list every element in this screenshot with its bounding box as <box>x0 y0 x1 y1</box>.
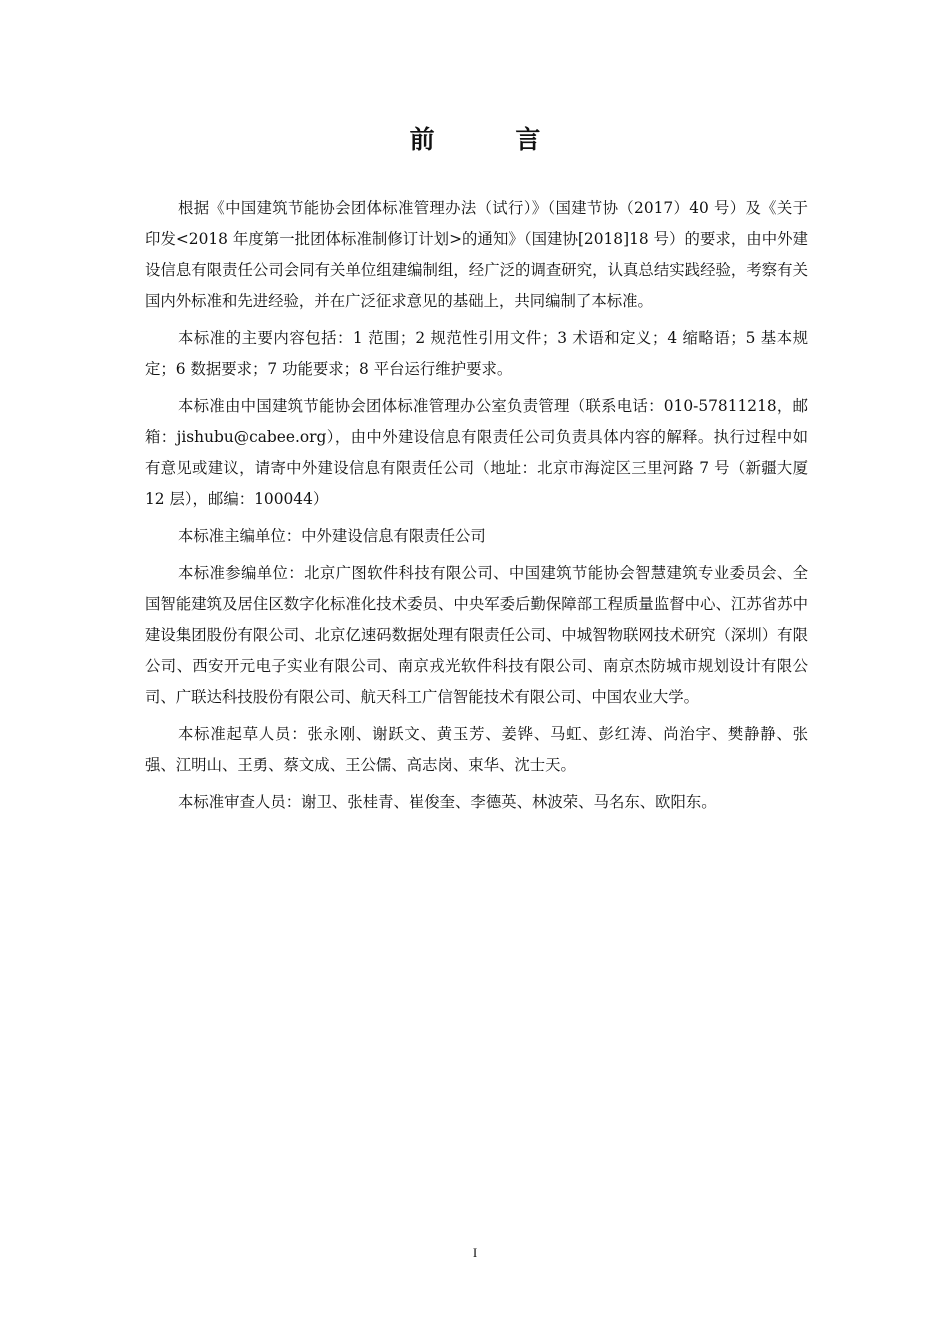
paragraph-participating-units: 本标准参编单位：北京广图软件科技有限公司、中国建筑节能协会智慧建筑专业委员会、全国智能建筑及居住区数字化标准化技术委员、中央军委后勤保障部工程质量监督中心、江苏省苏中建设集团股份有限公司、北京亿速码数据处理有限责任公司、中城智物联网技术研究（深圳）有限公司、西安开元电子实业有限公司、南京戎光软件科技有限公司、南京杰防城市规划设计有限公司、广联达科技股份有限公司、航天科工广信智能技术有限公司、中国农业大学。 <box>145 564 808 706</box>
page-number: I <box>472 1245 478 1260</box>
page-title: 前 言 <box>409 125 577 154</box>
document-body <box>145 193 808 824</box>
paragraph-reviewers: 本标准审查人员：谢卫、张桂青、崔俊奎、李德英、林波荣、马名东、欧阳东。 <box>178 793 717 811</box>
paragraph-chief-editor-unit: 本标准主编单位：中外建设信息有限责任公司 <box>178 527 486 545</box>
paragraph-basis: 根据《中国建筑节能协会团体标准管理办法（试行）》（国建节协（2017）40 号）及《关于印发<2018 年度第一批团体标准制修订计划>的通知》（国建协[2018]18 号）的要求，由中外建设信息有限责任公司会同有关单位组建编制组，经广泛的调查研究，认真总结实践经验，考察有关国内外标准和先进经验，并在广泛征求意见的基础上，共同编制了本标准。 <box>145 199 808 310</box>
paragraph-main-contents: 本标准的主要内容包括：1 范围；2 规范性引用文件；3 术语和定义；4 缩略语；5 基本规定；6 数据要求；7 功能要求；8 平台运行维护要求。 <box>145 329 808 378</box>
paragraph-management-contact: 本标准由中国建筑节能协会团体标准管理办公室负责管理（联系电话：010-57811218，邮箱：jishubu@cabee.org），由中外建设信息有限责任公司负责具体内容的解释。执行过程中如有意见或建议，请寄中外建设信息有限责任公司（地址：北京市海淀区三里河路 7 号（新疆大厦 12 层），邮编：100044） <box>145 397 808 508</box>
paragraph-drafters: 本标准起草人员：张永刚、谢跃文、黄玉芳、姜铧、马虹、彭红涛、尚治宇、樊静静、张强、江明山、王勇、蔡文成、王公儒、高志岗、束华、沈士天。 <box>145 725 808 774</box>
